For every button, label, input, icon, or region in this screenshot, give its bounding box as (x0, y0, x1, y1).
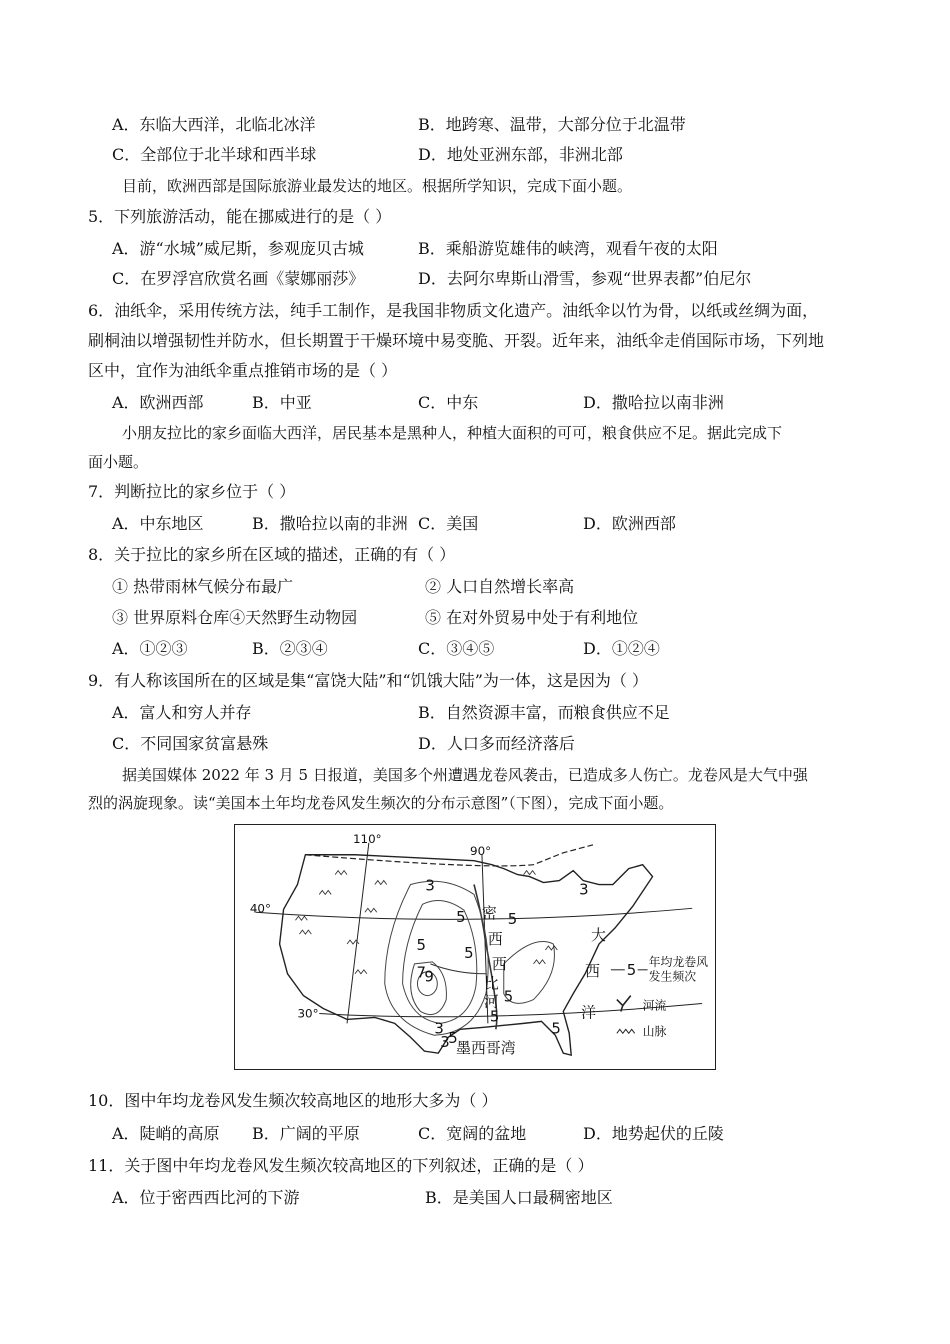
q5-option-d: D．去阿尔卑斯山滑雪，参观“世界表都”伯尼尔 (418, 269, 752, 288)
gulf-label: 墨西哥湾 (456, 1039, 516, 1058)
ocean-char-1: 大 (591, 926, 606, 945)
contour-value: 9 (424, 967, 434, 986)
q11-option-b: B．是美国人口最稠密地区 (425, 1188, 613, 1207)
intro-labi-line1: 小朋友拉比的家乡面临大西洋，居民基本是黑种人，种植大面积的可可，粮食供应不足。据此完成下 (122, 424, 783, 442)
river-char-2: 西 (487, 930, 503, 949)
legend-contour-value: 5 (626, 960, 637, 979)
q6-option-c: C．中东 (418, 393, 479, 412)
q5-option-c: C．在罗浮宫欣赏名画《蒙娜丽莎》 (112, 269, 365, 288)
q7-option-b: B．撒哈拉以南的非洲 (252, 514, 408, 533)
map-svg (235, 825, 715, 1069)
q9-option-a: A．富人和穷人并存 (112, 703, 252, 722)
q8-option-b: B．②③④ (252, 639, 328, 658)
contour-value: 5 (507, 910, 518, 929)
river-char-4: 比 (483, 974, 499, 993)
river-char-1: 密 (481, 904, 497, 923)
tornado-frequency-map (234, 824, 716, 1070)
q7-option-a: A．中东地区 (112, 514, 204, 533)
river-char-3: 西 (491, 954, 507, 973)
q4-option-d: D．地处亚洲东部，非洲北部 (418, 145, 623, 164)
contour-value: 5 (489, 1007, 500, 1026)
q6-stem-line1: 6．油纸伞，采用传统方法，纯手工制作，是我国非物质文化遗产。油纸伞以竹为骨，以纸或丝绸为面， (88, 301, 819, 320)
q10-option-a: A．陡峭的高原 (112, 1124, 220, 1143)
q6-option-d: D．撒哈拉以南非洲 (583, 393, 724, 412)
contour-value: 3 (434, 1019, 444, 1038)
river-char-5: 河 (483, 992, 499, 1011)
q5-option-b: B．乘船游览雄伟的峡湾，观看午夜的太阳 (418, 239, 718, 258)
q8-statement-1: ① 热带雨林气候分布最广 (112, 577, 294, 596)
q4-option-c: C．全部位于北半球和西半球 (112, 145, 317, 164)
contour-value: 3 (425, 876, 435, 895)
intro-tornado-line2: 烈的涡旋现象。读“美国本土年均龙卷风发生频次的分布示意图”（下图），完成下面小题。 (88, 794, 674, 812)
q9-stem: 9．有人称该国所在的区域是集“富饶大陆”和“饥饿大陆”为一体，这是因为（ ） (88, 671, 648, 690)
longitude-110-line (347, 843, 369, 1024)
q8-statement-3-4: ③ 世界原料仓库④天然野生动物园 (112, 608, 358, 627)
q10-option-c: C．宽阔的盆地 (418, 1124, 527, 1143)
ocean-char-3: 洋 (581, 1003, 597, 1022)
lon-110-label: 110° (353, 831, 382, 846)
contour-value: 3 (440, 1033, 450, 1052)
q8-option-a: A．①②③ (112, 639, 188, 658)
intro-labi-line2: 面小题。 (88, 453, 149, 471)
contour-value: 5 (456, 908, 466, 927)
lat-30-label: 30° (297, 1006, 319, 1021)
q5-option-a: A．游“水城”威尼斯，参观庞贝古城 (112, 239, 364, 258)
contour-value: 5 (448, 1029, 458, 1048)
lon-90-label: 90° (470, 843, 492, 858)
intro-tornado-line1: 据美国媒体 2022 年 3 月 5 日报道，美国多个州遭遇龙卷风袭击，已造成多人伤亡。龙卷风是大气中强 (122, 766, 808, 784)
q10-stem: 10．图中年均龙卷风发生频次较高地区的地形大多为（ ） (88, 1091, 498, 1110)
q11-option-a: A．位于密西西比河的下游 (112, 1188, 300, 1207)
q7-stem: 7．判断拉比的家乡位于（ ） (88, 482, 296, 501)
q8-option-d: D．①②④ (583, 639, 660, 658)
q9-option-b: B．自然资源丰富，而粮食供应不足 (418, 703, 670, 722)
q4-option-b: B．地跨寒、温带，大部分位于北温带 (418, 115, 686, 134)
legend-river-label: 河流 (642, 998, 667, 1013)
q6-stem-line2: 刷桐油以增强韧性并防水，但长期置于干燥环境中易变脆、开裂。近年来，油纸伞走俏国际市场，下列地 (88, 331, 825, 350)
contour-value: 5 (464, 943, 474, 962)
intro-europe: 目前，欧洲西部是国际旅游业最发达的地区。根据所学知识，完成下面小题。 (122, 177, 633, 195)
q5-stem: 5．下列旅游活动，能在挪威进行的是（ ） (88, 207, 392, 226)
q6-stem-line3: 区中，宜作为油纸伞重点推销市场的是（ ） (88, 361, 398, 380)
q7-option-c: C．美国 (418, 514, 479, 533)
q6-option-b: B．中亚 (252, 393, 312, 412)
legend-freq-line1: 年均龙卷风 (648, 954, 709, 969)
legend-freq-line2: 发生频次 (648, 969, 697, 984)
q4-option-a: A．东临大西洋，北临北冰洋 (112, 115, 316, 134)
q6-option-a: A．欧洲西部 (112, 393, 204, 412)
legend-mountain-label: 山脉 (642, 1024, 667, 1039)
q10-option-b: B．广阔的平原 (252, 1124, 360, 1143)
contour-value: 3 (579, 880, 589, 899)
contour-value: 5 (503, 987, 514, 1006)
legend-mountain-icon (617, 1029, 635, 1033)
q10-option-d: D．地势起伏的丘陵 (583, 1124, 724, 1143)
q8-stem: 8．关于拉比的家乡所在区域的描述，正确的有（ ） (88, 545, 456, 564)
contour-value: 5 (551, 1019, 561, 1038)
contour-value: 7 (416, 963, 426, 982)
q8-option-c: C．③④⑤ (418, 639, 495, 658)
q9-option-d: D．人口多而经济落后 (418, 734, 575, 753)
ocean-char-2: 西 (585, 961, 600, 980)
contour-value: 5 (416, 935, 426, 954)
q8-statement-2: ② 人口自然增长率高 (425, 577, 575, 596)
q11-stem: 11．关于图中年均龙卷风发生频次较高地区的下列叙述，正确的是（ ） (88, 1156, 594, 1175)
q9-option-c: C．不同国家贫富悬殊 (112, 734, 269, 753)
q8-statement-5: ⑤ 在对外贸易中处于有利地位 (425, 608, 639, 627)
q7-option-d: D．欧洲西部 (583, 514, 676, 533)
lat-40-label: 40° (249, 901, 271, 916)
